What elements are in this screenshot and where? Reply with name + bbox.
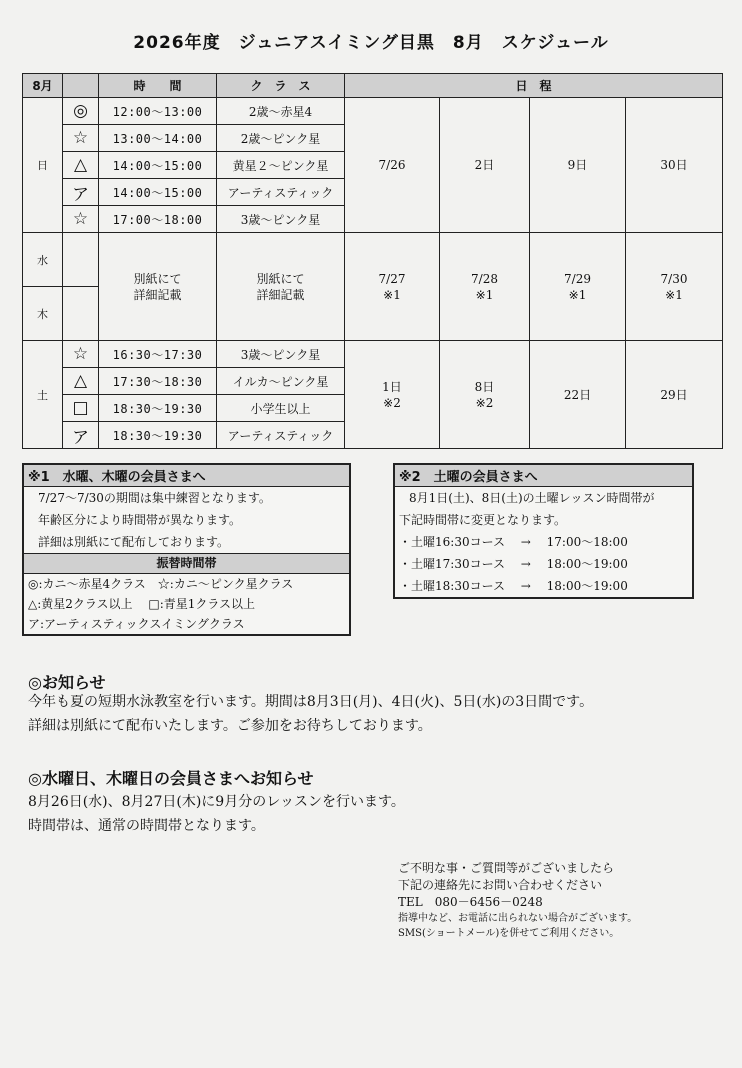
time-slot: 14:00～15:00 bbox=[99, 152, 217, 179]
note-line: 下記時間帯に変更となります。 bbox=[399, 513, 567, 527]
class-symbol: ☆ bbox=[63, 341, 99, 368]
time-slot: 17:00～18:00 bbox=[99, 206, 217, 233]
time-header: 時 間 bbox=[99, 74, 217, 98]
table-row bbox=[23, 233, 723, 287]
makeup-time-heading: 振替時間帯 bbox=[24, 553, 349, 574]
date-text: 22日 bbox=[563, 387, 592, 402]
contact-info bbox=[398, 860, 637, 941]
time-slot: 12:00～13:00 bbox=[99, 98, 217, 125]
schedule-change: ・土曜17:30コース → 18:00～19:00 bbox=[399, 557, 628, 571]
class-note-text: 別紙にて 詳細記載 bbox=[256, 271, 305, 302]
schedule-date bbox=[530, 233, 626, 341]
class-symbol: ☆ bbox=[63, 206, 99, 233]
class-symbol: □ bbox=[63, 395, 99, 422]
class-name: 黄星２～ピンク星 bbox=[217, 152, 345, 179]
legend-line: △:黄星2クラス以上 □:青星1クラス以上 bbox=[28, 597, 256, 611]
class-symbol bbox=[63, 233, 99, 287]
time-slot: 18:30～19:30 bbox=[99, 422, 217, 449]
schedule-date bbox=[440, 233, 530, 341]
day-saturday: 土 bbox=[23, 341, 63, 449]
contact-line: ご不明な事・ご質問等がございましたら bbox=[398, 861, 615, 875]
page-title: 2026年度 ジュニアスイミング目黒 8月 スケジュール bbox=[133, 33, 609, 53]
class-symbol: △ bbox=[63, 152, 99, 179]
class-name: 2歳～赤星4 bbox=[217, 98, 345, 125]
class-header: ク ラ ス bbox=[217, 74, 345, 98]
note-line: 年齢区分により時間帯が異なります。 bbox=[38, 513, 242, 527]
schedule-change: ・土曜16:30コース → 17:00～18:00 bbox=[399, 535, 628, 549]
time-slot: 17:30～18:30 bbox=[99, 368, 217, 395]
time-slot: 18:30～19:30 bbox=[99, 395, 217, 422]
schedule-date bbox=[440, 341, 530, 449]
class-symbol: ア bbox=[63, 179, 99, 206]
notice-heading: ◎水曜日、木曜日の会員さまへお知らせ bbox=[28, 769, 314, 788]
class-symbol: △ bbox=[63, 368, 99, 395]
contact-line: 下記の連絡先にお問い合わせください bbox=[398, 878, 603, 892]
date-text: 7/28 ※1 bbox=[471, 271, 498, 302]
date-text: 8日 ※2 bbox=[474, 379, 495, 410]
date-text: 7/29 ※1 bbox=[564, 271, 591, 302]
day-wednesday: 水 bbox=[23, 233, 63, 287]
class-symbol: ア bbox=[63, 422, 99, 449]
class-name: 小学生以上 bbox=[217, 395, 345, 422]
schedule-date: 2日 bbox=[440, 98, 530, 233]
note-wed-thu-heading: ※1 水曜、木曜の会員さまへ bbox=[24, 465, 349, 487]
schedule-date bbox=[345, 341, 440, 449]
schedule-header: 日 程 bbox=[345, 74, 723, 98]
schedule-date: 30日 bbox=[626, 98, 723, 233]
legend-line: ◎:カニ～赤星4クラス ☆:カニ～ピンク星クラス bbox=[28, 577, 294, 591]
time-note-text: 別紙にて 詳細記載 bbox=[133, 271, 182, 302]
class-name: イルカ～ピンク星 bbox=[217, 368, 345, 395]
schedule-date bbox=[626, 341, 723, 449]
schedule-date: 9日 bbox=[530, 98, 626, 233]
class-name: 3歳～ピンク星 bbox=[217, 206, 345, 233]
class-symbol: ◎ bbox=[63, 98, 99, 125]
note-line: 詳細は別紙にて配布しております。 bbox=[38, 535, 230, 549]
note-line: 7/27～7/30の期間は集中練習となります。 bbox=[38, 491, 271, 505]
legend-line: ア:アーティスティックスイミングクラス bbox=[28, 617, 245, 631]
time-slot-note bbox=[99, 233, 217, 341]
schedule-change: ・土曜18:30コース → 18:00～19:00 bbox=[399, 579, 628, 593]
notice-text: 今年も夏の短期水泳教室を行います。期間は8月3日(月)、4日(火)、5日(水)の3日間です。 bbox=[28, 694, 594, 710]
notice-text: 詳細は別紙にて配布いたします。ご参加をお待ちしております。 bbox=[28, 718, 432, 734]
symbol-header bbox=[63, 74, 99, 98]
class-name: 2歳～ピンク星 bbox=[217, 125, 345, 152]
date-text: 29日 bbox=[660, 387, 688, 402]
date-text: 1日 ※2 bbox=[382, 379, 402, 410]
note-saturday bbox=[393, 463, 694, 599]
table-row bbox=[23, 98, 723, 125]
contact-note: SMS(ショートメール)を併せてご利用ください。 bbox=[398, 928, 620, 939]
schedule-date: 7/26 bbox=[345, 98, 440, 233]
day-thursday: 木 bbox=[23, 287, 63, 341]
time-slot: 14:00～15:00 bbox=[99, 179, 217, 206]
day-sunday: 日 bbox=[23, 98, 63, 233]
class-name: アーティスティック bbox=[217, 179, 345, 206]
schedule-table bbox=[22, 73, 723, 449]
month-header: 8月 bbox=[23, 74, 63, 98]
class-note bbox=[217, 233, 345, 341]
note-saturday-heading: ※2 土曜の会員さまへ bbox=[395, 465, 692, 487]
contact-phone: TEL 080－6456－0248 bbox=[398, 895, 543, 909]
notice-text: 時間帯は、通常の時間帯となります。 bbox=[28, 818, 265, 834]
schedule-date bbox=[626, 233, 723, 341]
date-text: 7/30 ※1 bbox=[660, 271, 688, 302]
time-slot: 16:30～17:30 bbox=[99, 341, 217, 368]
note-line: 8月1日(土)、8日(土)の土曜レッスン時間帯が bbox=[409, 491, 655, 505]
table-header-row bbox=[23, 74, 723, 98]
time-slot: 13:00～14:00 bbox=[99, 125, 217, 152]
contact-note: 指導中など、お電話に出られない場合がございます。 bbox=[398, 913, 638, 924]
note-wed-thu bbox=[22, 463, 351, 636]
class-symbol: ☆ bbox=[63, 125, 99, 152]
notice-text: 8月26日(水)、8月27日(木)に9月分のレッスンを行います。 bbox=[28, 794, 405, 810]
class-name: 3歳～ピンク星 bbox=[217, 341, 345, 368]
schedule-date bbox=[345, 233, 440, 341]
schedule-date bbox=[530, 341, 626, 449]
table-row bbox=[23, 341, 723, 368]
class-symbol bbox=[63, 287, 99, 341]
notice-heading: ◎お知らせ bbox=[28, 673, 106, 692]
class-name: アーティスティック bbox=[217, 422, 345, 449]
date-text: 7/27 ※1 bbox=[378, 271, 406, 302]
